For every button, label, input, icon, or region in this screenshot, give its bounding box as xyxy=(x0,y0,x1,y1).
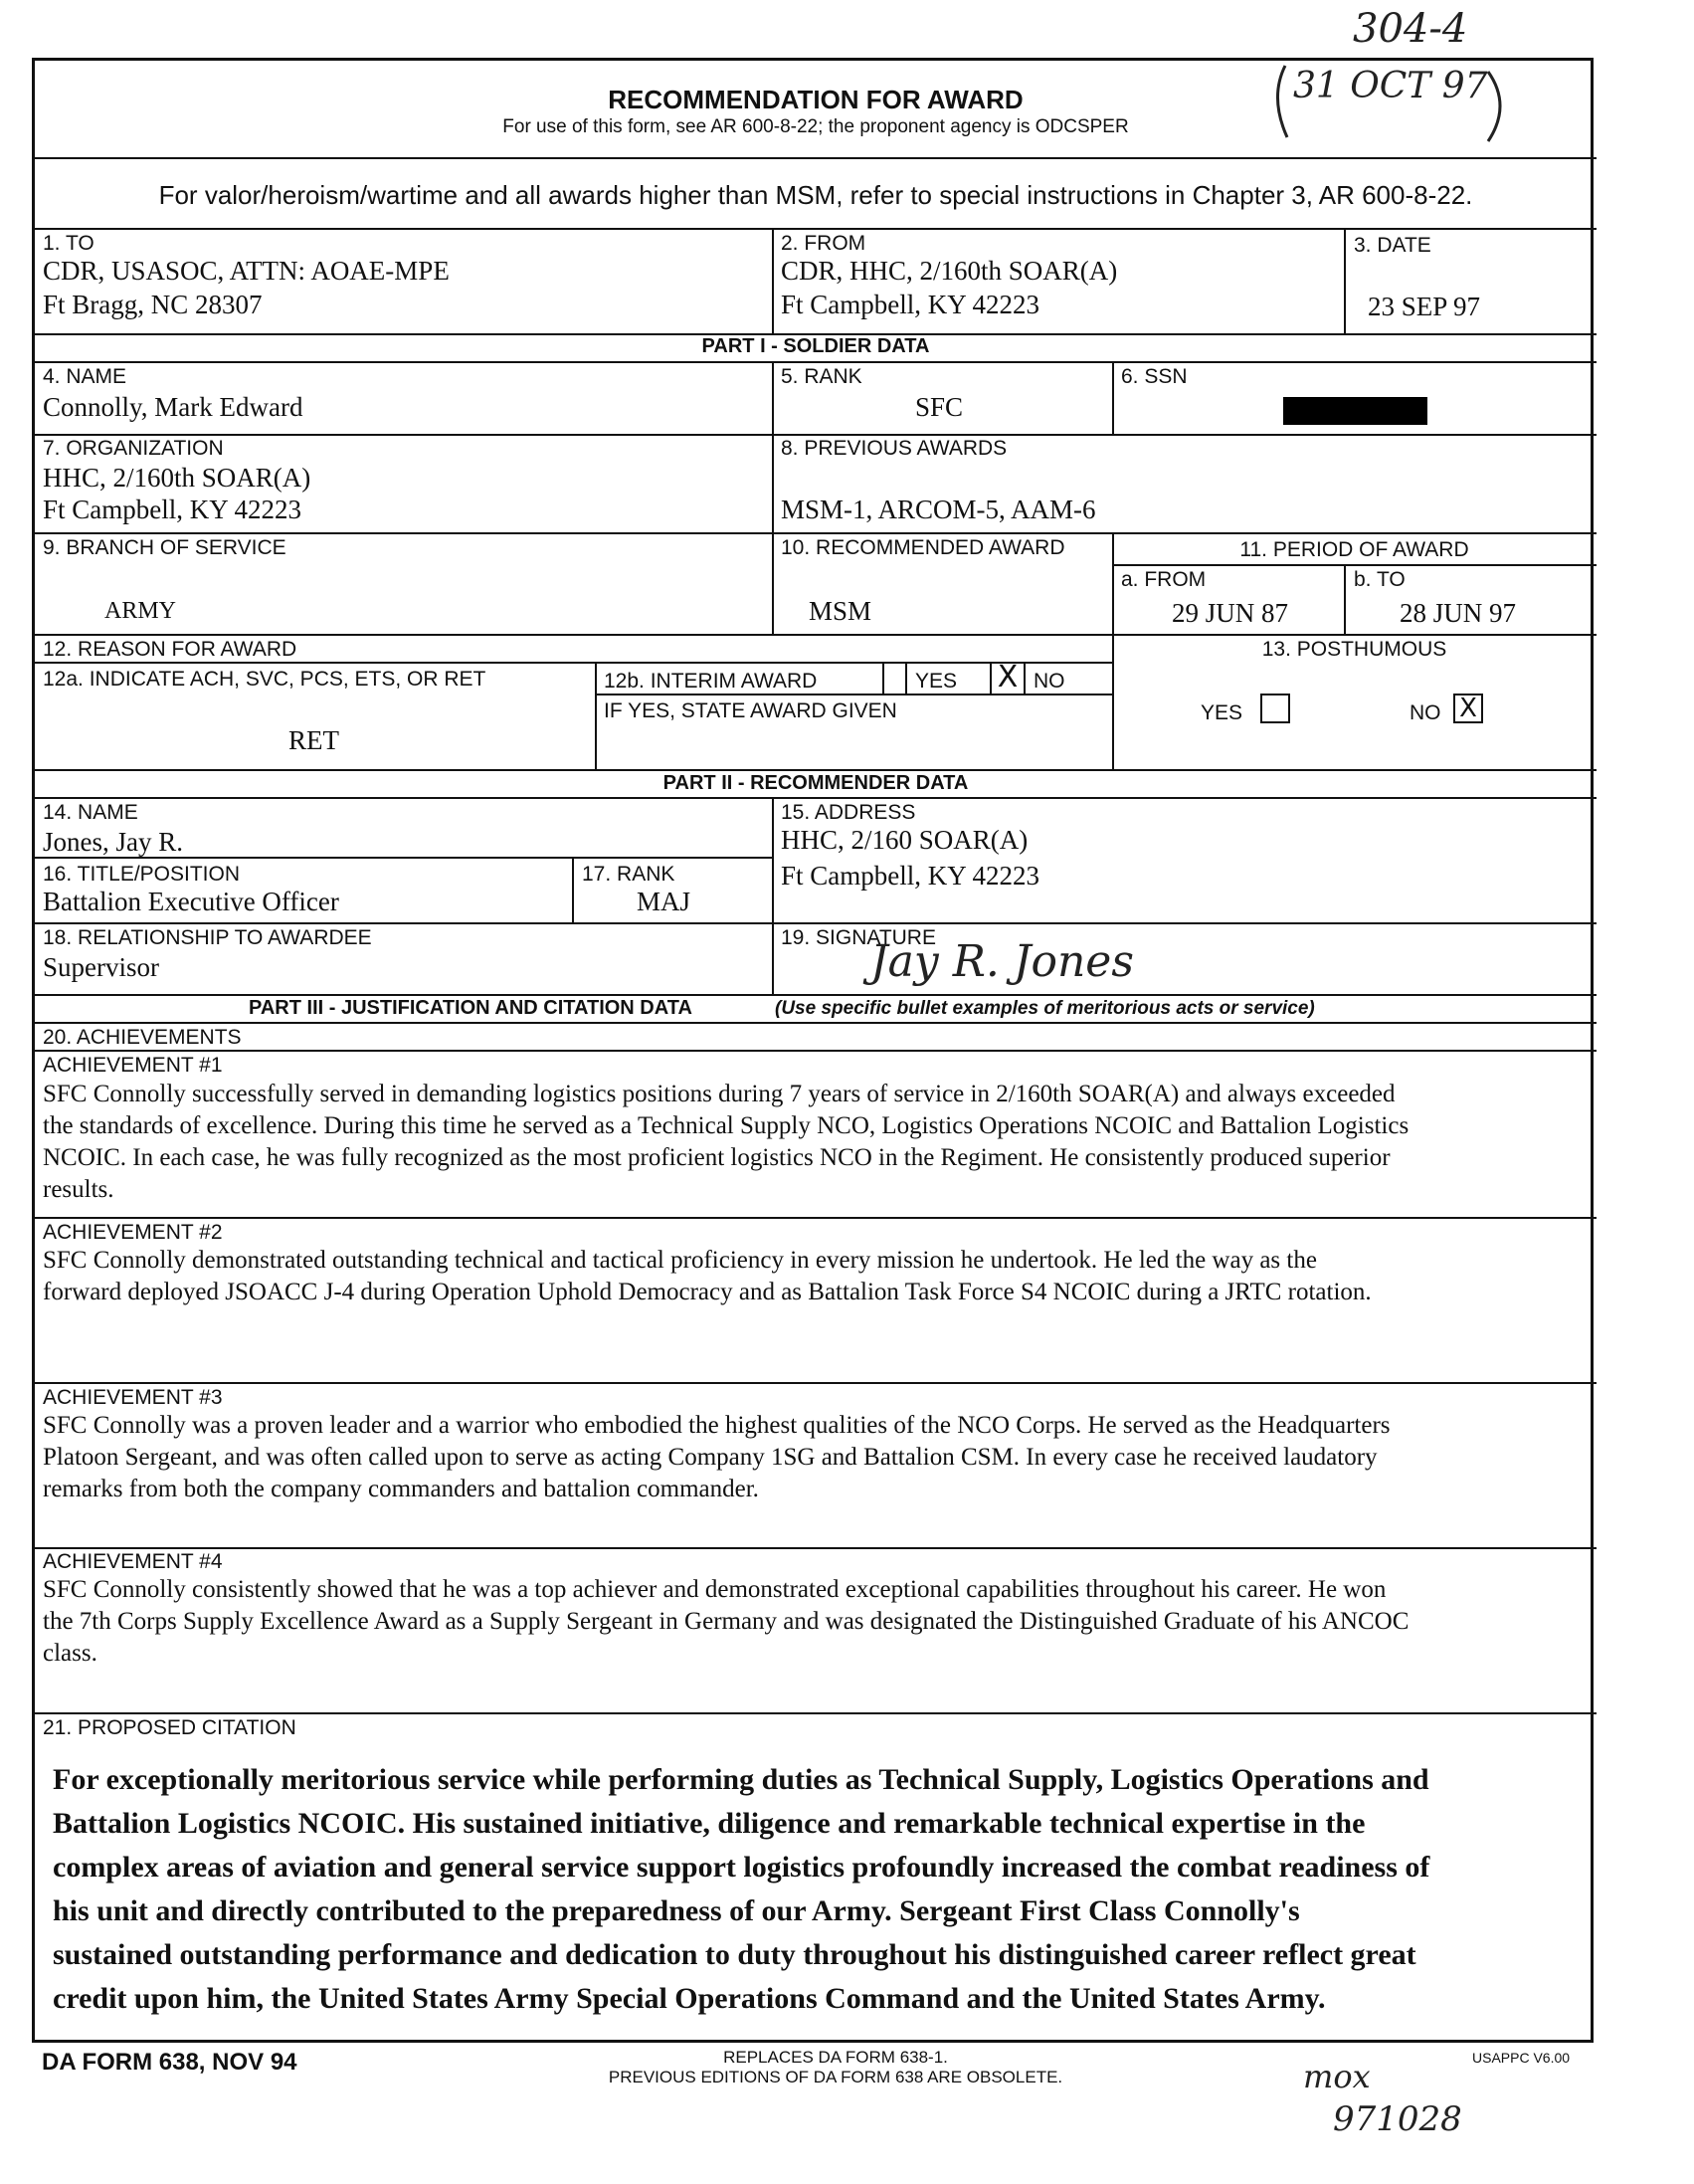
interim-no-checkbox[interactable]: X xyxy=(997,660,1019,695)
soldier-name-label: 4. NAME xyxy=(43,365,127,388)
handwritten-number: 971028 xyxy=(1333,2099,1462,2139)
period-label: 11. PERIOD OF AWARD xyxy=(1239,538,1469,561)
interim-no-label: NO xyxy=(1034,670,1065,693)
achievement-3-text[interactable]: SFC Connolly was a proven leader and a warrior who embodied the highest qualities of the NCO Corps. He served as the Headquarters Platoon Sergeant, and was often called upon to serve as acting Company 1SG and Battalion CSM. In every case he received laudatory remarks from both the company commanders and battalion commander. xyxy=(43,1412,1391,1502)
reason-value[interactable]: RET xyxy=(288,725,339,755)
achievement-1-label: ACHIEVEMENT #1 xyxy=(43,1054,223,1077)
interim-label: 12b. INTERIM AWARD xyxy=(604,670,818,693)
posthumous-label: 13. POSTHUMOUS xyxy=(1261,638,1447,661)
citation-text[interactable]: For exceptionally meritorious service while performing duties as Technical Supply, Logistics Operations and Battalion Logistics NCOIC. His sustained initiative, diligence and remarkable technical expertise in the complex areas of aviation and general service support logistics profoundly increased the combat readiness of his unit and directly contributed to the preparedness of our Army. Sergeant First Class Connolly's sustained outstanding performance and dedication to duty throughout his distinguished career reflect great credit upon him, the United States Army Special Operations Command and the United States Army. xyxy=(53,1763,1430,2015)
posthumous-no-label: NO xyxy=(1410,701,1441,724)
reason-sub-label: 12a. INDICATE ACH, SVC, PCS, ETS, OR RET xyxy=(43,668,486,691)
title-position-value[interactable]: Battalion Executive Officer xyxy=(43,887,339,916)
award-form xyxy=(32,58,1594,2043)
organization-line2[interactable]: Ft Campbell, KY 42223 xyxy=(43,495,301,524)
achievement-4-text[interactable]: SFC Connolly consistently showed that he was a top achiever and demonstrated exceptional capabilities throughout his career. He won the 7th Corps Supply Excellence Award as a Supply Sergeant in Germany and was designated the Distinguished Graduate of his ANCOC class. xyxy=(43,1576,1410,1667)
branch-value[interactable]: ARMY xyxy=(104,598,177,624)
achievement-1-text[interactable]: SFC Connolly successfully served in demanding logistics positions during 7 years of service in 2/160th SOAR(A) and always exceeded the standards of excellence. During this time he served as a Technical Supply NCO, Logistics Operations NCOIC and Battalion Logistics NCOIC. In each case, he was fully recognized as the most proficient logistics NCO in the Regiment. He consistently produced superior results. xyxy=(43,1081,1410,1203)
interim-state-label: IF YES, STATE AWARD GIVEN xyxy=(604,699,897,722)
from-line2[interactable]: Ft Campbell, KY 42223 xyxy=(781,290,1039,319)
from-label: 2. FROM xyxy=(781,232,866,255)
soldier-name-value[interactable]: Connolly, Mark Edward xyxy=(43,392,303,422)
recommended-award-label: 10. RECOMMENDED AWARD xyxy=(781,536,1065,559)
signature-label: 19. SIGNATURE xyxy=(781,926,936,949)
recommender-rank-label: 17. RANK xyxy=(582,863,675,886)
period-from-value[interactable]: 29 JUN 87 xyxy=(1172,598,1289,628)
soldier-rank-label: 5. RANK xyxy=(781,365,862,388)
achievement-3-label: ACHIEVEMENT #3 xyxy=(43,1386,223,1409)
obsolete-note: PREVIOUS EDITIONS OF DA FORM 638 ARE OBSOLETE. xyxy=(608,2068,1063,2086)
from-line1[interactable]: CDR, HHC, 2/160th SOAR(A) xyxy=(781,256,1118,286)
title-position-label: 16. TITLE/POSITION xyxy=(43,863,241,886)
date-value[interactable]: 23 SEP 97 xyxy=(1368,292,1481,321)
ssn-redaction xyxy=(1283,397,1427,425)
achievement-2-label: ACHIEVEMENT #2 xyxy=(43,1221,223,1244)
replaces-note: REPLACES DA FORM 638-1. xyxy=(723,2048,948,2067)
part3-note: (Use specific bullet examples of meritorious acts or service) xyxy=(775,998,1315,1019)
form-instruction: For valor/heroism/wartime and all awards higher than MSM, refer to special instructions in Chapter 3, AR 600-8-22. xyxy=(158,180,1473,210)
period-to-value[interactable]: 28 JUN 97 xyxy=(1400,598,1517,628)
form-version: USAPPC V6.00 xyxy=(1472,2050,1571,2066)
posthumous-yes-checkbox[interactable] xyxy=(1260,694,1290,723)
previous-awards-value[interactable]: MSM-1, ARCOM-5, AAM-6 xyxy=(781,495,1096,524)
interim-yes-label: YES xyxy=(915,670,958,693)
period-from-label: a. FROM xyxy=(1121,568,1207,591)
to-line1[interactable]: CDR, USASOC, ATTN: AOAE-MPE xyxy=(43,256,450,286)
form-subtitle: For use of this form, see AR 600-8-22; the proponent agency is ODCSPER xyxy=(502,116,1129,137)
address-label: 15. ADDRESS xyxy=(781,801,916,824)
handwritten-date: 31 OCT 97 xyxy=(1293,66,1488,106)
address-line1[interactable]: HHC, 2/160 SOAR(A) xyxy=(781,825,1029,855)
reason-label: 12. REASON FOR AWARD xyxy=(43,638,297,661)
date-label: 3. DATE xyxy=(1354,234,1431,257)
previous-awards-label: 8. PREVIOUS AWARDS xyxy=(781,437,1008,460)
handwritten-file-number: 304-4 xyxy=(1353,6,1468,52)
recommender-name-value[interactable]: Jones, Jay R. xyxy=(43,827,183,857)
organization-line1[interactable]: HHC, 2/160th SOAR(A) xyxy=(43,463,311,493)
achievement-2-text[interactable]: SFC Connolly demonstrated outstanding technical and tactical proficiency in every mission he undertook. He led the way as the forward deployed JSOACC J-4 during Operation Uphold Democracy and as Battalion Task Force S4 NCOIC during a JRTC rotation. xyxy=(43,1247,1372,1305)
recommender-rank-value[interactable]: MAJ xyxy=(637,887,691,916)
recommender-name-label: 14. NAME xyxy=(43,801,138,824)
part2-title: PART II - RECOMMENDER DATA xyxy=(662,772,969,794)
achievement-4-label: ACHIEVEMENT #4 xyxy=(43,1550,223,1573)
ssn-label: 6. SSN xyxy=(1121,365,1188,388)
handwritten-initials: mox xyxy=(1303,2058,1371,2095)
form-id: DA FORM 638, NOV 94 xyxy=(42,2049,297,2076)
posthumous-yes-label: YES xyxy=(1201,701,1243,724)
achievements-label: 20. ACHIEVEMENTS xyxy=(43,1026,242,1049)
posthumous-no-checkbox[interactable]: X xyxy=(1453,694,1483,723)
part3-title: PART III - JUSTIFICATION AND CITATION DATA xyxy=(249,997,692,1019)
branch-label: 9. BRANCH OF SERVICE xyxy=(43,536,286,559)
address-line2[interactable]: Ft Campbell, KY 42223 xyxy=(781,861,1039,891)
recommended-award-value[interactable]: MSM xyxy=(809,596,872,626)
organization-label: 7. ORGANIZATION xyxy=(43,437,224,460)
form-title: RECOMMENDATION FOR AWARD xyxy=(608,85,1024,114)
to-label: 1. TO xyxy=(43,232,94,255)
part1-title: PART I - SOLDIER DATA xyxy=(701,335,930,357)
relationship-value[interactable]: Supervisor xyxy=(43,952,159,982)
citation-label: 21. PROPOSED CITATION xyxy=(43,1716,296,1739)
relationship-label: 18. RELATIONSHIP TO AWARDEE xyxy=(43,926,372,949)
period-to-label: b. TO xyxy=(1354,568,1406,591)
soldier-rank-value[interactable]: SFC xyxy=(915,392,964,422)
signature-value[interactable]: Jay R. Jones xyxy=(870,936,1134,987)
to-line2[interactable]: Ft Bragg, NC 28307 xyxy=(43,290,263,319)
